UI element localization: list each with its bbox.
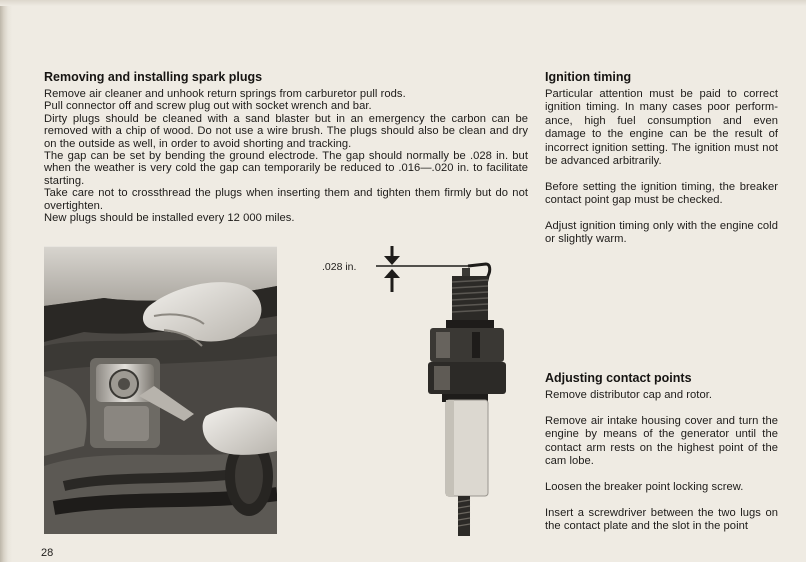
contact-points-section	[545, 370, 778, 546]
spark-plugs-section	[44, 69, 528, 224]
spark-plugs-paragraph: New plugs should be installed every 12 000 miles.	[44, 212, 295, 225]
page-binding-shadow	[0, 0, 12, 562]
contact-points-paragraph: Remove distributor cap and rotor.	[545, 389, 713, 401]
contact-points-paragraph: Loosen the breaker point locking screw.	[545, 480, 744, 493]
ignition-timing-section	[545, 69, 778, 259]
spark-plugs-paragraph: The gap can be set by bending the ground electrode. The gap should normally be .028 in. but when the weather is very cold the gap can temporarily be reduced to .016—.020 in. to facilitate starting.	[44, 150, 528, 187]
engine-photo-illustration	[44, 246, 277, 534]
contact-points-paragraph: Insert a screwdriver between the two lugs on the contact plate and the slot in the point	[545, 506, 778, 533]
spark-plug-figure	[300, 240, 520, 540]
page-number: 28	[41, 547, 54, 559]
spark-plugs-paragraph: Take care not to crossthread the plugs when inserting them and tighten them firmly but do not overtighten.	[44, 187, 528, 212]
ignition-timing-heading: Ignition timing	[545, 70, 632, 84]
contact-points-heading: Adjusting contact points	[545, 371, 692, 385]
spark-plug-icon	[428, 264, 506, 536]
ignition-timing-paragraph: Before setting the ignition timing, the breaker contact point gap must be checked.	[545, 180, 778, 207]
contact-points-paragraph: Remove air intake housing cover and turn the engine by means of the generator until the contact arm rests on the highest point of the cam lobe.	[545, 414, 778, 468]
page-top-shade	[0, 0, 806, 6]
spark-plugs-heading: Removing and installing spark plugs	[44, 70, 263, 84]
ignition-timing-paragraph: Particular attention must be paid to correct ignition timing. In many cases poor perform-ance, high fuel consumption and even damage to the engine can be the result of incorrect ignition setting. The ignition must not be advanced arbitrarily.	[545, 88, 778, 168]
spark-plugs-paragraph: Pull connector off and screw plug out with socket wrench and bar.	[44, 100, 372, 113]
ignition-timing-paragraph: Adjust ignition timing only with the engine cold or slightly warm.	[545, 220, 778, 246]
engine-photo	[44, 246, 277, 534]
gap-measurement-label: .028 in.	[322, 261, 357, 273]
spark-plugs-paragraph: Remove air cleaner and unhook return springs from carburetor pull rods.	[44, 88, 406, 100]
spark-plugs-paragraph: Dirty plugs should be cleaned with a sand blaster but in an emergency the carbon can be removed with a chip of wood. Do not use a wire brush. The plugs should also be clean and dry on the outside as well, in order to avoid shorting and tracking.	[44, 112, 528, 150]
